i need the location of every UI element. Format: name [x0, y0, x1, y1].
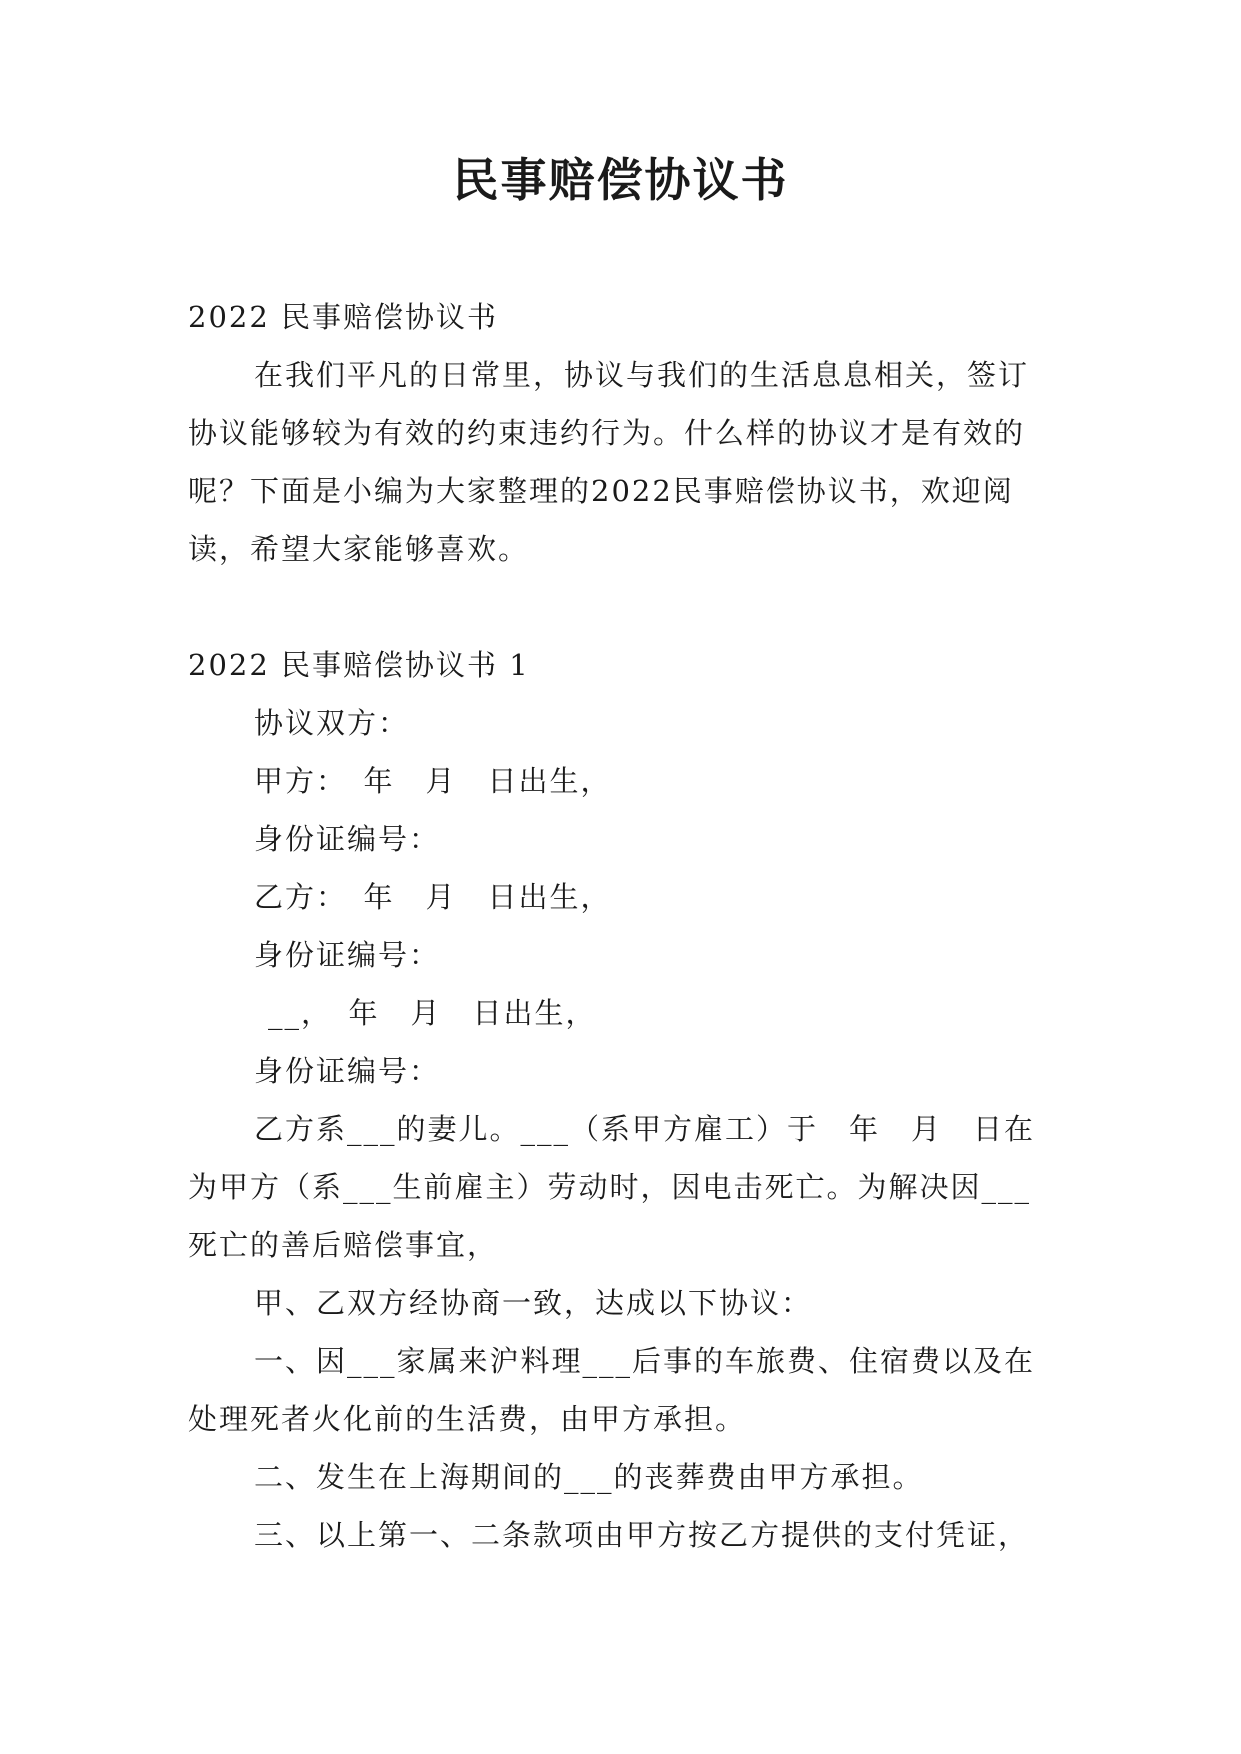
intro-paragraph: 在我们平凡的日常里，协议与我们的生活息息相关，签订协议能够较为有效的约束违约行为。什么样的协议才是有效的呢？下面是小编为大家整理的2022民事赔偿协议书，欢迎阅读，希望大家能够喜欢。: [188, 358, 1030, 566]
spacer: [188, 578, 1054, 636]
background-paragraph: 乙方系___的妻儿。___（系甲方雇工）于 年 月 日在为甲方（系___生前雇主）劳动时，因电击死亡。为解决因___死亡的善后赔偿事宜，: [188, 1112, 1036, 1262]
document-title: 民事赔偿协议书: [452, 153, 789, 207]
clause-3: 三、以上第一、二条款项由甲方按乙方提供的支付凭证，: [254, 1518, 1030, 1552]
third-party-line: __， 年 月 日出生，: [268, 996, 597, 1030]
party-b-id-line: 身份证编号：: [254, 938, 441, 972]
heading-2: 2022 民事赔偿协议书 1: [188, 648, 530, 682]
parties-label: 协议双方：: [254, 706, 410, 740]
third-party-id-line: 身份证编号：: [254, 1054, 441, 1088]
clause-2: 二、发生在上海期间的___的丧葬费由甲方承担。: [254, 1460, 924, 1494]
agreement-intro: 甲、乙双方经协商一致，达成以下协议：: [254, 1286, 813, 1320]
party-b-line: 乙方： 年 月 日出生，: [254, 880, 612, 914]
heading-1: 2022 民事赔偿协议书: [188, 300, 499, 334]
clause-1: 一、因___家属来沪料理___后事的车旅费、住宿费以及在处理死者火化前的生活费，由甲方承担。: [188, 1344, 1036, 1436]
party-a-id-line: 身份证编号：: [254, 822, 441, 856]
document-body: [188, 288, 1054, 1564]
party-a-line: 甲方： 年 月 日出生，: [254, 764, 612, 798]
